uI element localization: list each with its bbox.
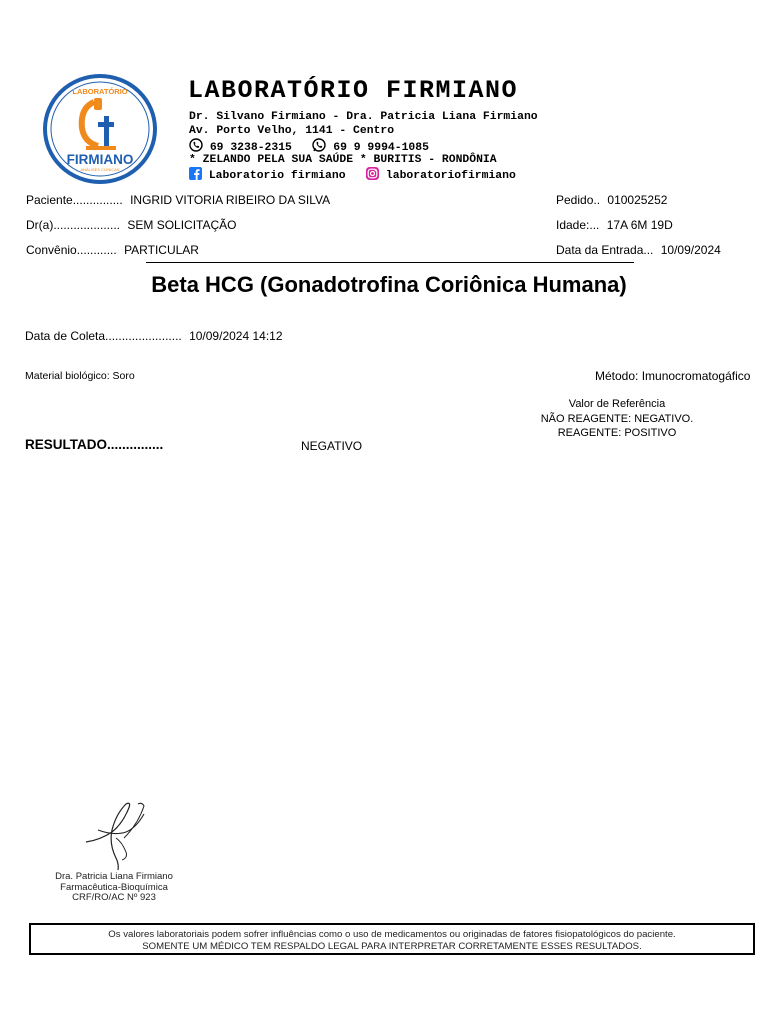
order-row <box>556 193 667 207</box>
signature-role: Farmacêutica-Bioquímica <box>60 881 168 893</box>
doctor-row <box>26 218 237 232</box>
signature-image <box>78 798 158 872</box>
entry-label: Data da Entrada... <box>556 243 654 257</box>
reference-line1: NÃO REAGENTE: NEGATIVO. <box>540 412 694 425</box>
facebook-handle: Laboratorio firmiano <box>208 170 346 182</box>
lab-doctors: Dr. Silvano Firmiano - Dra. Patricia Liana Firmiano <box>189 111 538 123</box>
insurance-label: Convênio............ <box>26 243 117 257</box>
collection-label: Data de Coleta....................... <box>25 329 182 343</box>
age-label: Idade:... <box>556 218 600 232</box>
reference-block <box>520 397 714 441</box>
material: Material biológico: Soro <box>25 370 135 382</box>
patient-name: INGRID VITORIA RIBEIRO DA SILVA <box>130 193 331 207</box>
reference-title: Valor de Referência <box>568 398 666 410</box>
divider <box>146 262 634 263</box>
patient-name-label: Paciente............... <box>26 193 123 207</box>
insurance-row <box>26 243 199 257</box>
footer-line2: SOMENTE UM MÉDICO TEM RESPALDO LEGAL PARA INTERPRETAR CORRETAMENTE ESSES RESULTADOS. <box>142 941 642 952</box>
lab-social <box>189 167 516 183</box>
signature-name: Dra. Patricia Liana Firmiano <box>55 871 173 882</box>
doctor-value: SEM SOLICITAÇÃO <box>127 218 237 232</box>
logo-sub: ANÁLISES CLÍNICAS <box>80 167 120 172</box>
result-label: RESULTADO............... <box>25 437 164 452</box>
footer-disclaimer <box>29 923 755 955</box>
lab-slogan: * ZELANDO PELA SUA SAÚDE * BURITIS - RONDÔNIA <box>189 154 497 166</box>
order-label: Pedido.. <box>556 193 601 207</box>
lab-address: Av. Porto Velho, 1141 - Centro <box>189 125 395 137</box>
entry-row <box>556 243 721 257</box>
signature-block <box>28 872 200 904</box>
collection-row <box>25 329 283 343</box>
order-value: 010025252 <box>607 193 668 207</box>
reference-line2: REAGENTE: POSITIVO <box>557 427 677 439</box>
phone-1: 69 3238-2315 <box>209 142 292 154</box>
signature-registry: CRF/RO/AC Nº 923 <box>72 892 156 903</box>
phone-2: 69 9 9994-1085 <box>333 142 429 154</box>
facebook-icon <box>189 167 202 180</box>
age-row <box>556 218 673 232</box>
insurance-value: PARTICULAR <box>124 243 199 257</box>
lab-logo <box>42 74 158 184</box>
lab-title: LABORATÓRIO FIRMIANO <box>188 76 519 105</box>
logo-name: FIRMIANO <box>66 152 134 167</box>
method: Método: Imunocromatogáfico <box>595 369 751 383</box>
exam-title: Beta HCG (Gonadotrofina Coriônica Humana) <box>151 272 627 297</box>
entry-value: 10/09/2024 <box>660 243 721 257</box>
whatsapp-icon <box>312 138 326 152</box>
phone-icon <box>189 138 203 152</box>
logo-top-text: LABORATÓRIO <box>72 87 128 96</box>
collection-value: 10/09/2024 14:12 <box>189 329 283 343</box>
patient-name-row <box>26 193 330 207</box>
instagram-handle: laboratoriofirmiano <box>385 170 516 182</box>
instagram-icon <box>366 167 379 180</box>
result-value: NEGATIVO <box>301 439 363 453</box>
footer-line1: Os valores laboratoriais podem sofrer influências como o uso de medicamentos ou originadas de fatores fisiopatológicos do paciente. <box>108 929 676 940</box>
age-value: 17A 6M 19D <box>606 218 673 232</box>
doctor-label: Dr(a).................... <box>26 218 121 232</box>
